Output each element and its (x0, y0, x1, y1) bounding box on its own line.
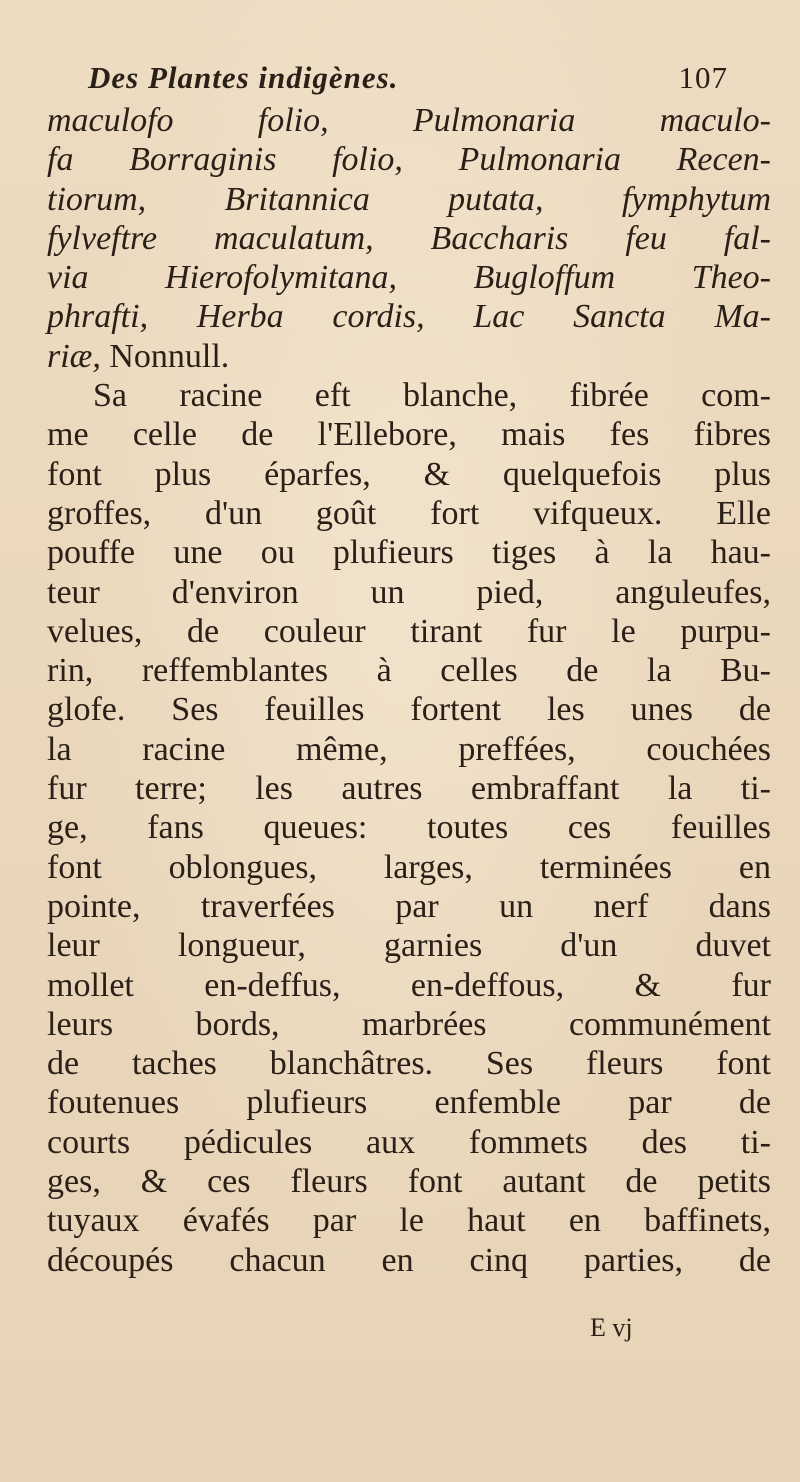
text-line: ge, fans queues: toutes ces feuilles (47, 809, 771, 847)
text-line: maculofo folio, Pulmonaria maculo- (47, 102, 771, 139)
text-line: font plus éparfes, & quelquefois plus (47, 455, 771, 493)
text-line: de taches blanchâtres. Ses fleurs font (47, 1045, 771, 1083)
signature-mark: E vj (590, 1313, 633, 1342)
text-line: Sa racine eft blanche, fibrée com- (93, 377, 771, 415)
text-line: découpés chacun en cinq parties, de (47, 1241, 771, 1279)
text-line: groffes, d'un goût fort vifqueux. Elle (47, 494, 771, 532)
text-line: phrafti, Herba cordis, Lac Sancta Ma- (47, 298, 771, 336)
text-line: mollet en-deffus, en-deffous, & fur (47, 966, 771, 1004)
text-line: fur terre; les autres embraffant la ti- (47, 770, 771, 808)
text-line: pointe, traverfées par un nerf dans (47, 887, 771, 925)
text-line: foutenues plufieurs enfemble par de (47, 1084, 771, 1122)
text-line (47, 337, 771, 376)
text-line: la racine même, preffées, couchées (47, 730, 771, 768)
text-line: ges, & ces fleurs font autant de petits (47, 1163, 771, 1201)
text-line: fylveftre maculatum, Baccharis feu fal- (47, 219, 771, 257)
text-line: me celle de l'Ellebore, mais fes fibres (47, 416, 771, 454)
italic-segment: riæ, (47, 337, 110, 375)
text-line: font oblongues, larges, terminées en (47, 848, 771, 886)
text-line: via Hierofolymitana, Bugloffum Theo- (47, 259, 771, 297)
text-line: leur longueur, garnies d'un duvet (47, 927, 771, 965)
roman-segment: Nonnull. (109, 337, 230, 375)
page-number: 107 (678, 60, 728, 95)
text-line: teur d'environ un pied, anguleufes, (47, 573, 771, 611)
text-line: glofe. Ses feuilles fortent les unes de (47, 691, 771, 729)
text-line: fa Borraginis folio, Pulmonaria Recen- (47, 141, 771, 179)
text-line: rin, reffemblantes à celles de la Bu- (47, 652, 771, 690)
text-line: pouffe une ou plufieurs tiges à la hau- (47, 534, 771, 572)
running-header (88, 55, 728, 101)
running-title: Des Plantes indigènes. (88, 60, 399, 95)
text-line: tuyaux évafés par le haut en baffinets, (47, 1202, 771, 1240)
text-line: courts pédicules aux fommets des ti- (47, 1123, 771, 1161)
body-text (47, 101, 771, 1280)
text-line: tiorum, Britannica putata, fymphytum (47, 180, 771, 218)
text-line: leurs bords, marbrées communément (47, 1005, 771, 1043)
text-line: velues, de couleur tirant fur le purpu- (47, 612, 771, 650)
